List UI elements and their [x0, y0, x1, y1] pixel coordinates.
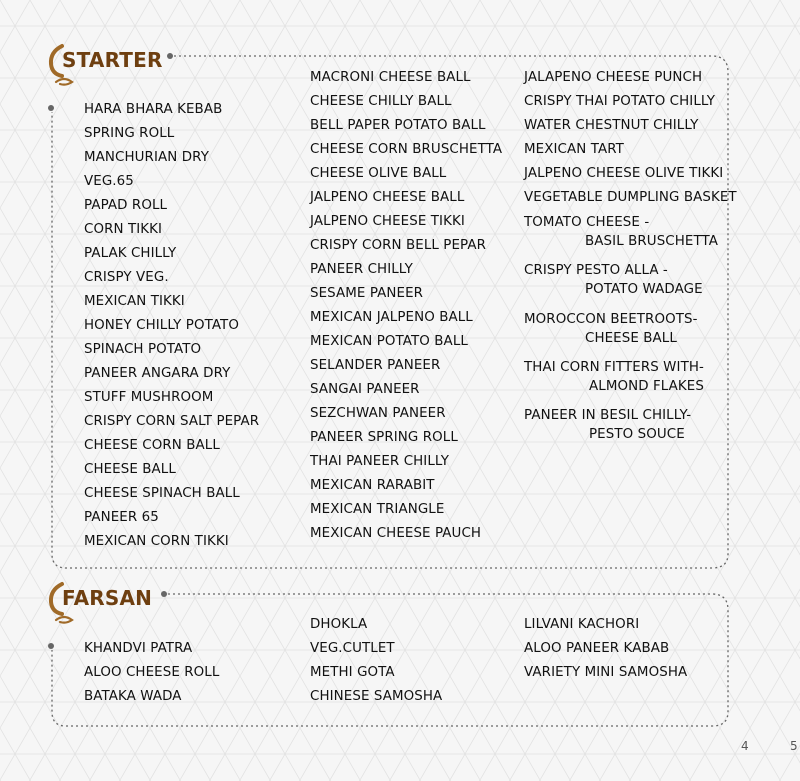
page-number-right: 5 [790, 739, 798, 753]
list-item: STUFF MUSHROOM [84, 390, 214, 405]
list-item-wrapped [524, 312, 698, 346]
list-item: SPINACH POTATO [84, 342, 202, 357]
list-item: CRISPY THAI POTATO CHILLY [524, 94, 715, 109]
item-line-2: ALMOND FLAKES [589, 379, 704, 394]
list-item: PANEER SPRING ROLL [310, 430, 458, 445]
list-item: CHEESE SPINACH BALL [84, 486, 240, 501]
item-line-2: POTATO WADAGE [585, 282, 703, 297]
list-item: MEXICAN POTATO BALL [310, 334, 468, 349]
list-item-wrapped [524, 215, 718, 249]
list-item: SESAME PANEER [310, 286, 424, 301]
list-item: CHEESE CORN BALL [84, 438, 220, 453]
list-item: PANEER CHILLY [310, 262, 413, 277]
list-item: MEXICAN TART [524, 142, 624, 157]
item-line-1: MOROCCON BEETROOTS- [524, 312, 698, 327]
list-item-wrapped [524, 263, 703, 297]
item-line-1: TOMATO CHEESE - [524, 215, 650, 230]
item-line-2: PESTO SOUCE [589, 427, 685, 442]
list-item: SEZCHWAN PANEER [310, 406, 446, 421]
list-item: BATAKA WADA [84, 689, 182, 704]
list-item: MEXICAN TIKKI [84, 294, 185, 309]
list-item: SPRING ROLL [84, 126, 175, 141]
starter-title: STARTER [62, 48, 163, 72]
list-item: VEGETABLE DUMPLING BASKET [524, 190, 737, 205]
item-line-1: THAI CORN FITTERS WITH- [524, 360, 704, 375]
item-line-1: PANEER IN BESIL CHILLY- [524, 408, 692, 423]
item-line-1: CRISPY PESTO ALLA - [524, 263, 668, 278]
list-item: DHOKLA [310, 617, 368, 632]
list-item: HONEY CHILLY POTATO [84, 318, 239, 333]
list-item: MEXICAN TRIANGLE [310, 502, 445, 517]
item-line-2: BASIL BRUSCHETTA [585, 234, 719, 249]
list-item: LILVANI KACHORI [524, 617, 640, 632]
list-item: HARA BHARA KEBAB [84, 102, 223, 117]
list-item: VARIETY MINI SAMOSHA [524, 665, 688, 680]
list-item: JALPENO CHEESE TIKKI [310, 214, 465, 229]
list-item: VEG.65 [84, 174, 134, 189]
item-line-2: CHEESE BALL [585, 331, 677, 346]
list-item-wrapped [524, 408, 691, 442]
page-number-left: 4 [741, 739, 749, 753]
list-item: MEXICAN RARABIT [310, 478, 435, 493]
list-item: CHEESE BALL [84, 462, 176, 477]
list-item: KHANDVI PATRA [84, 641, 193, 656]
list-item: METHI GOTA [310, 665, 395, 680]
list-item: THAI PANEER CHILLY [310, 454, 449, 469]
list-item: PALAK CHILLY [84, 246, 177, 261]
list-item: SANGAI PANEER [310, 382, 420, 397]
list-item: CRISPY VEG. [84, 270, 169, 285]
list-item: JALAPENO CHEESE PUNCH [524, 70, 703, 85]
list-item: CHEESE OLIVE BALL [310, 166, 447, 181]
list-item: MACRONI CHEESE BALL [310, 70, 471, 85]
list-item: MANCHURIAN DRY [84, 150, 209, 165]
list-item: CHEESE CORN BRUSCHETTA [310, 142, 503, 157]
farsan-title: FARSAN [62, 586, 153, 610]
list-item: MEXICAN CHEESE PAUCH [310, 526, 482, 541]
list-item: MEXICAN CORN TIKKI [84, 534, 229, 549]
list-item-wrapped [524, 360, 704, 394]
list-item: CHINESE SAMOSHA [310, 689, 443, 704]
list-item: VEG.CUTLET [310, 641, 395, 656]
list-item: BELL PAPER POTATO BALL [310, 118, 486, 133]
list-item: SELANDER PANEER [310, 358, 441, 373]
list-item: PAPAD ROLL [84, 198, 168, 213]
list-item: WATER CHESTNUT CHILLY [524, 118, 699, 133]
list-item: ALOO CHEESE ROLL [84, 665, 220, 680]
list-item: CRISPY CORN SALT PEPAR [84, 414, 260, 429]
list-item: JALPENO CHEESE OLIVE TIKKI [524, 166, 724, 181]
list-item: MEXICAN JALPENO BALL [310, 310, 473, 325]
list-item: PANEER ANGARA DRY [84, 366, 231, 381]
list-item: CORN TIKKI [84, 222, 163, 237]
list-item: JALPENO CHEESE BALL [310, 190, 465, 205]
list-item: PANEER 65 [84, 510, 159, 525]
list-item: CHEESE CHILLY BALL [310, 94, 452, 109]
list-item: CRISPY CORN BELL PEPAR [310, 238, 487, 253]
list-item: ALOO PANEER KABAB [524, 641, 670, 656]
